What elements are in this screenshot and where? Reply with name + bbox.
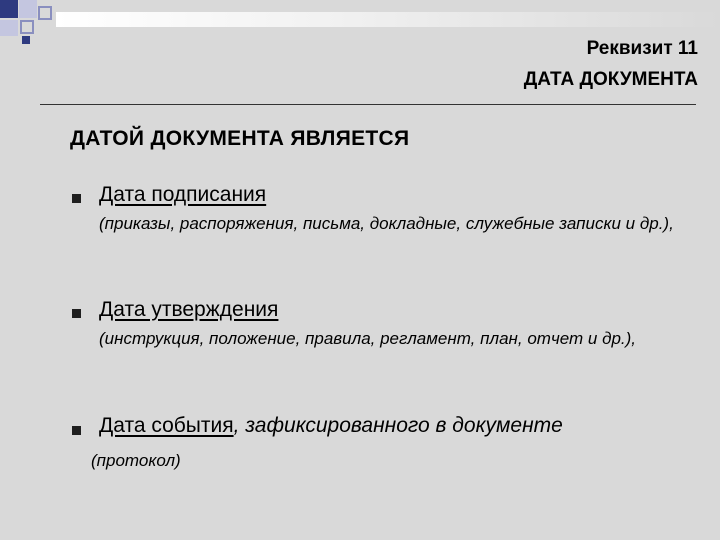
header-band [56,12,720,27]
section-heading: ДАТОЙ ДОКУМЕНТА ЯВЛЯЕТСЯ [70,127,410,150]
corner-square-dark [0,0,18,18]
page-title-line1: Реквизит 11 [586,38,698,59]
corner-square-outline-2 [20,20,34,34]
item-note-signing: (приказы, распоряжения, письма, докладные, служебные записки и др.), [99,214,674,233]
item-title-approval: Дата утверждения [99,298,279,321]
page-title-line2: ДАТА ДОКУМЕНТА [523,69,698,90]
item-title-event [99,414,563,438]
bullet-icon [72,426,81,435]
item-note-approval: (инструкция, положение, правила, регламент, план, отчет и др.), [99,329,637,348]
corner-square-light [19,0,37,18]
bullet-icon [72,309,81,318]
corner-square-dark-2 [22,36,30,44]
item-title-signing: Дата подписания [99,183,267,206]
item-title-event-rest: , зафиксированного в документе [233,414,563,437]
bullet-icon [72,194,81,203]
title-divider [40,104,696,105]
corner-square-outline [38,6,52,20]
item-title-event-label: Дата события [99,414,234,437]
corner-square-light-2 [0,20,18,36]
item-note-event: (протокол) [91,451,181,470]
